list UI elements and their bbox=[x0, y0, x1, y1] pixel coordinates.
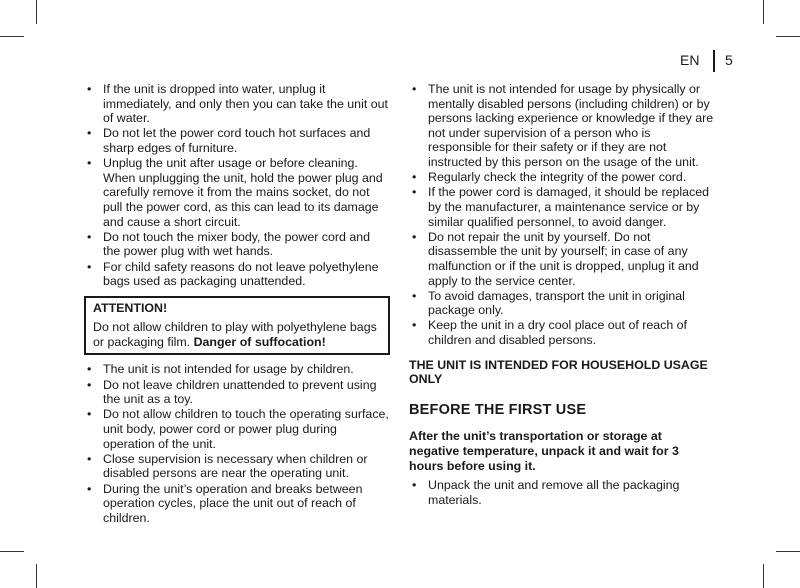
list-item: • Unplug the unit after usage or before cleaning. When unplugging the unit, hold the power plug and carefully remove it from the mains socket, do not pull the power cord, as this can lead to its damage and cause a short circuit. bbox=[84, 156, 390, 229]
attention-title: ATTENTION! bbox=[93, 300, 168, 315]
crop-mark bbox=[36, 0, 37, 24]
list-item: • Keep the unit in a dry cool place out of reach of children and disabled persons. bbox=[409, 318, 715, 347]
section-title: BEFORE THE FIRST USE bbox=[409, 401, 587, 418]
right-column bbox=[409, 82, 715, 508]
header-divider bbox=[713, 50, 715, 72]
list-item: • Unpack the unit and remove all the packaging materials. bbox=[409, 478, 715, 507]
safety-list-bottom bbox=[84, 362, 390, 525]
list-item: • To avoid damages, transport the unit in original package only. bbox=[409, 289, 715, 318]
section-intro: After the unit’s transportation or storage at negative temperature, unpack it and wait for 3 hours before using it. bbox=[409, 429, 679, 473]
list-item: • Do not repair the unit by yourself. Do not disassemble the unit by yourself; in case of any malfunction or if the unit is dropped, unplug it and apply to the service center. bbox=[409, 230, 715, 288]
crop-mark bbox=[0, 551, 24, 552]
list-item: • Do not let the power cord touch hot surfaces and sharp edges of furniture. bbox=[84, 126, 390, 155]
attention-warning: Danger of suffocation! bbox=[193, 334, 326, 349]
page-number: 5 bbox=[725, 52, 733, 68]
safety-list-right bbox=[409, 82, 715, 348]
list-item: • If the power cord is damaged, it should be replaced by the manufacturer, a maintenance service or by similar qualified personnel, to avoid danger. bbox=[409, 185, 715, 229]
list-item: • Close supervision is necessary when children or disabled persons are near the operating unit. bbox=[84, 452, 390, 481]
list-item: • Do not allow children to touch the operating surface, unit body, power cord or power plug during operation of the unit. bbox=[84, 407, 390, 451]
list-item: • During the unit’s operation and breaks between operation cycles, place the unit out of reach of children. bbox=[84, 482, 390, 526]
language-code: EN bbox=[680, 52, 700, 68]
safety-list-top bbox=[84, 82, 390, 289]
list-item: • Regularly check the integrity of the power cord. bbox=[409, 170, 715, 185]
left-column bbox=[84, 82, 390, 526]
list-item: • The unit is not intended for usage by physically or mentally disabled persons (including children) or by persons lacking experience or knowledge if they are not under supervision of a person who is responsible for their safety or if they are not instructed by this person on the usage of the unit. bbox=[409, 82, 715, 170]
crop-mark bbox=[776, 36, 800, 37]
crop-mark bbox=[36, 564, 37, 588]
list-item: • Do not touch the mixer body, the power cord and the power plug with wet hands. bbox=[84, 230, 390, 259]
list-item: • If the unit is dropped into water, unplug it immediately, and only then you can take the unit out of water. bbox=[84, 82, 390, 126]
crop-mark bbox=[0, 36, 24, 37]
attention-box bbox=[84, 296, 390, 356]
crop-mark bbox=[763, 0, 764, 24]
household-notice: THE UNIT IS INTENDED FOR HOUSEHOLD USAGE ONLY bbox=[409, 357, 708, 387]
attention-body: Do not allow children to play with polyethylene bags or packaging film. bbox=[93, 320, 377, 349]
list-item: • For child safety reasons do not leave polyethylene bags used as packaging unattended. bbox=[84, 260, 390, 289]
crop-mark bbox=[763, 564, 764, 588]
list-item: • The unit is not intended for usage by children. bbox=[84, 362, 390, 377]
first-use-list bbox=[409, 478, 715, 507]
attention-text bbox=[93, 320, 380, 349]
list-item: • Do not leave children unattended to prevent using the unit as a toy. bbox=[84, 378, 390, 407]
page-header bbox=[680, 50, 760, 72]
crop-mark bbox=[776, 551, 800, 552]
